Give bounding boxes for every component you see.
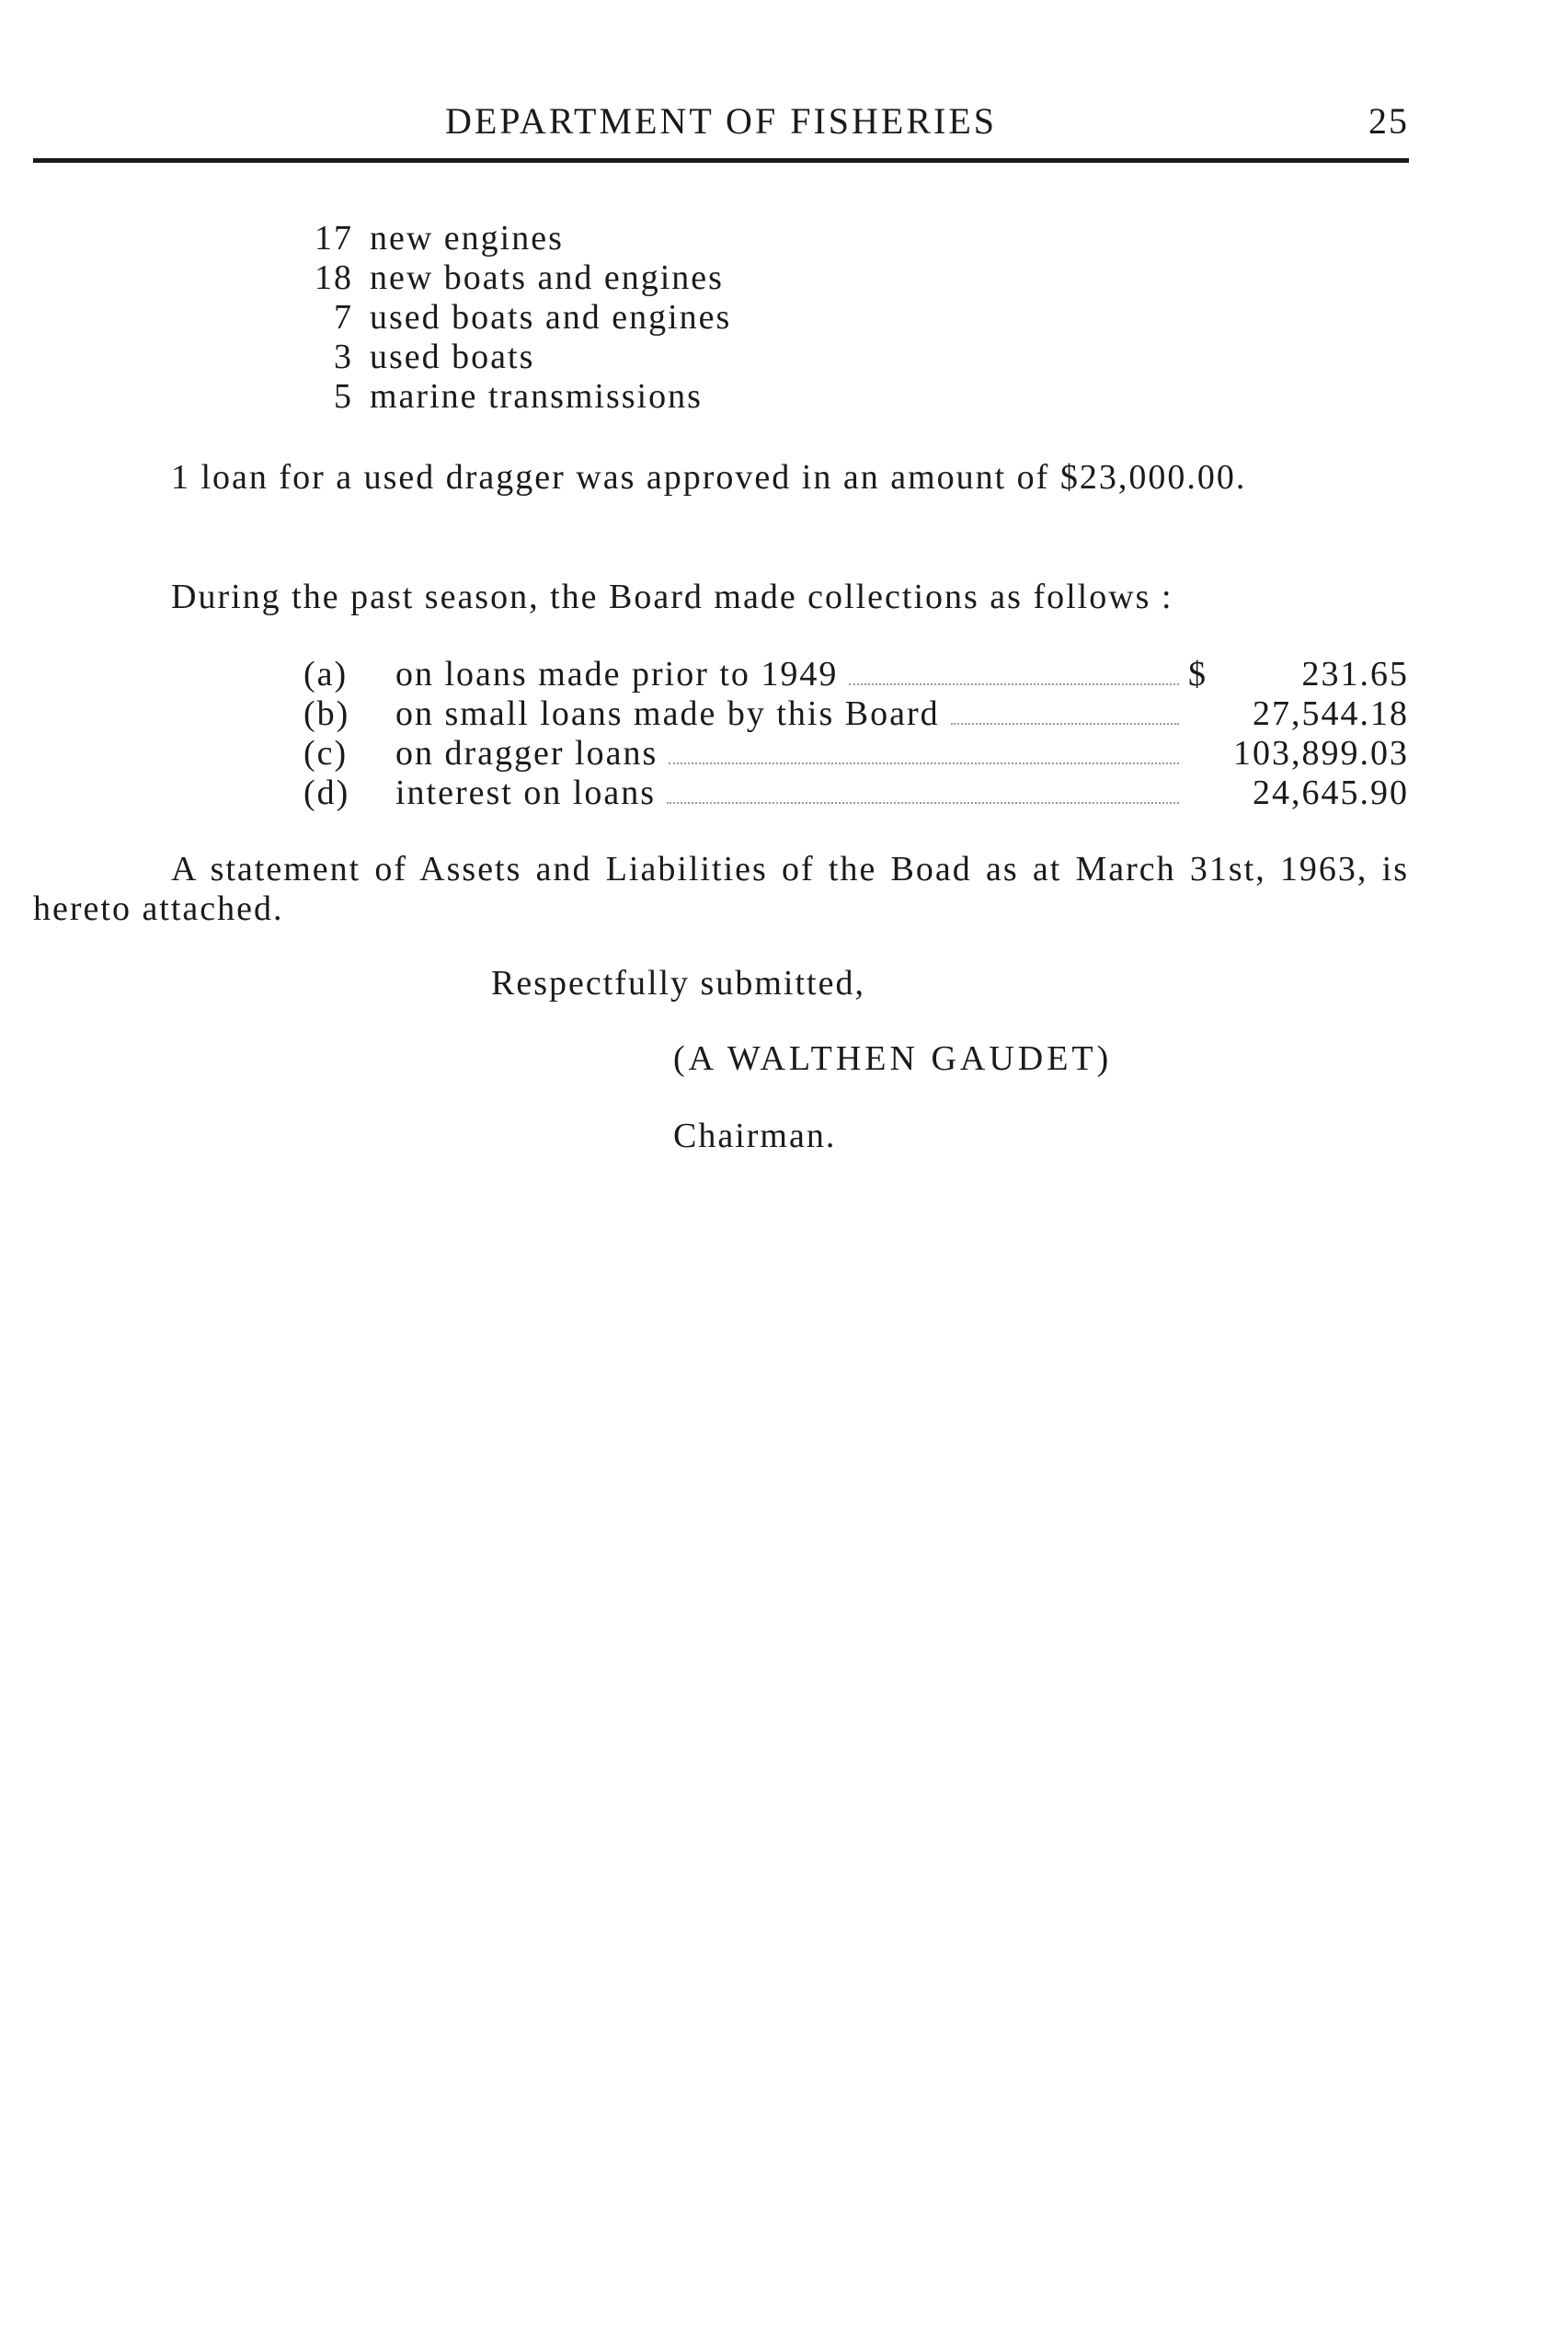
collections-intro: During the past season, the Board made collections as follows : bbox=[171, 578, 1173, 616]
row-label: (c) bbox=[303, 734, 349, 773]
row-label: (a) bbox=[303, 655, 349, 694]
item-count: 5 bbox=[334, 377, 353, 416]
item-count: 3 bbox=[334, 338, 353, 376]
equipment-list bbox=[294, 219, 731, 417]
list-item bbox=[294, 377, 731, 417]
list-item bbox=[294, 258, 731, 298]
loan-paragraph: 1 loan for a used dragger was approved in an amount of $23,000.00. bbox=[171, 458, 1247, 497]
header-rule bbox=[33, 158, 1409, 163]
item-text: new boats and engines bbox=[370, 258, 724, 297]
row-amount: 231.65 bbox=[1301, 655, 1409, 694]
statement-paragraph: A statement of Assets and Liabilities of the Boad as at March 31st, 1963, is hereto attached. bbox=[33, 850, 1409, 928]
collection-row bbox=[303, 734, 1409, 774]
row-description: on small loans made by this Board bbox=[395, 694, 940, 733]
row-description: on loans made prior to 1949 bbox=[395, 655, 839, 694]
dot-leader bbox=[849, 683, 1179, 685]
item-text: new engines bbox=[370, 219, 564, 258]
item-count: 17 bbox=[315, 219, 353, 258]
list-item bbox=[294, 219, 731, 258]
page-number: 25 bbox=[1368, 100, 1409, 142]
header-title: DEPARTMENT OF FISHERIES bbox=[444, 100, 998, 142]
row-label: (b) bbox=[303, 694, 350, 733]
row-amount: 24,645.90 bbox=[1253, 774, 1409, 812]
item-text: used boats bbox=[370, 338, 535, 376]
collection-row bbox=[303, 774, 1409, 813]
row-amount: 103,899.03 bbox=[1233, 734, 1409, 773]
list-item bbox=[294, 338, 731, 377]
signatory-role: Chairman. bbox=[673, 1117, 837, 1155]
page-header bbox=[33, 92, 1409, 147]
list-item bbox=[294, 298, 731, 338]
dot-leader bbox=[667, 802, 1179, 804]
dot-leader bbox=[951, 723, 1179, 725]
dot-leader bbox=[669, 762, 1179, 764]
row-description: on dragger loans bbox=[395, 734, 658, 773]
signatory-name: (A WALTHEN GAUDET) bbox=[673, 1039, 1113, 1078]
collection-row bbox=[303, 655, 1409, 694]
item-text: used boats and engines bbox=[370, 298, 732, 337]
item-count: 18 bbox=[315, 258, 353, 297]
row-amount: 27,544.18 bbox=[1253, 694, 1409, 733]
item-count: 7 bbox=[334, 298, 353, 337]
closing-salutation: Respectfully submitted, bbox=[491, 964, 865, 1003]
row-description: interest on loans bbox=[395, 774, 657, 812]
currency-symbol: $ bbox=[1188, 655, 1207, 694]
collection-row bbox=[303, 694, 1409, 734]
item-text: marine transmissions bbox=[370, 377, 703, 416]
row-label: (d) bbox=[303, 774, 350, 812]
collections-list bbox=[303, 655, 1409, 813]
